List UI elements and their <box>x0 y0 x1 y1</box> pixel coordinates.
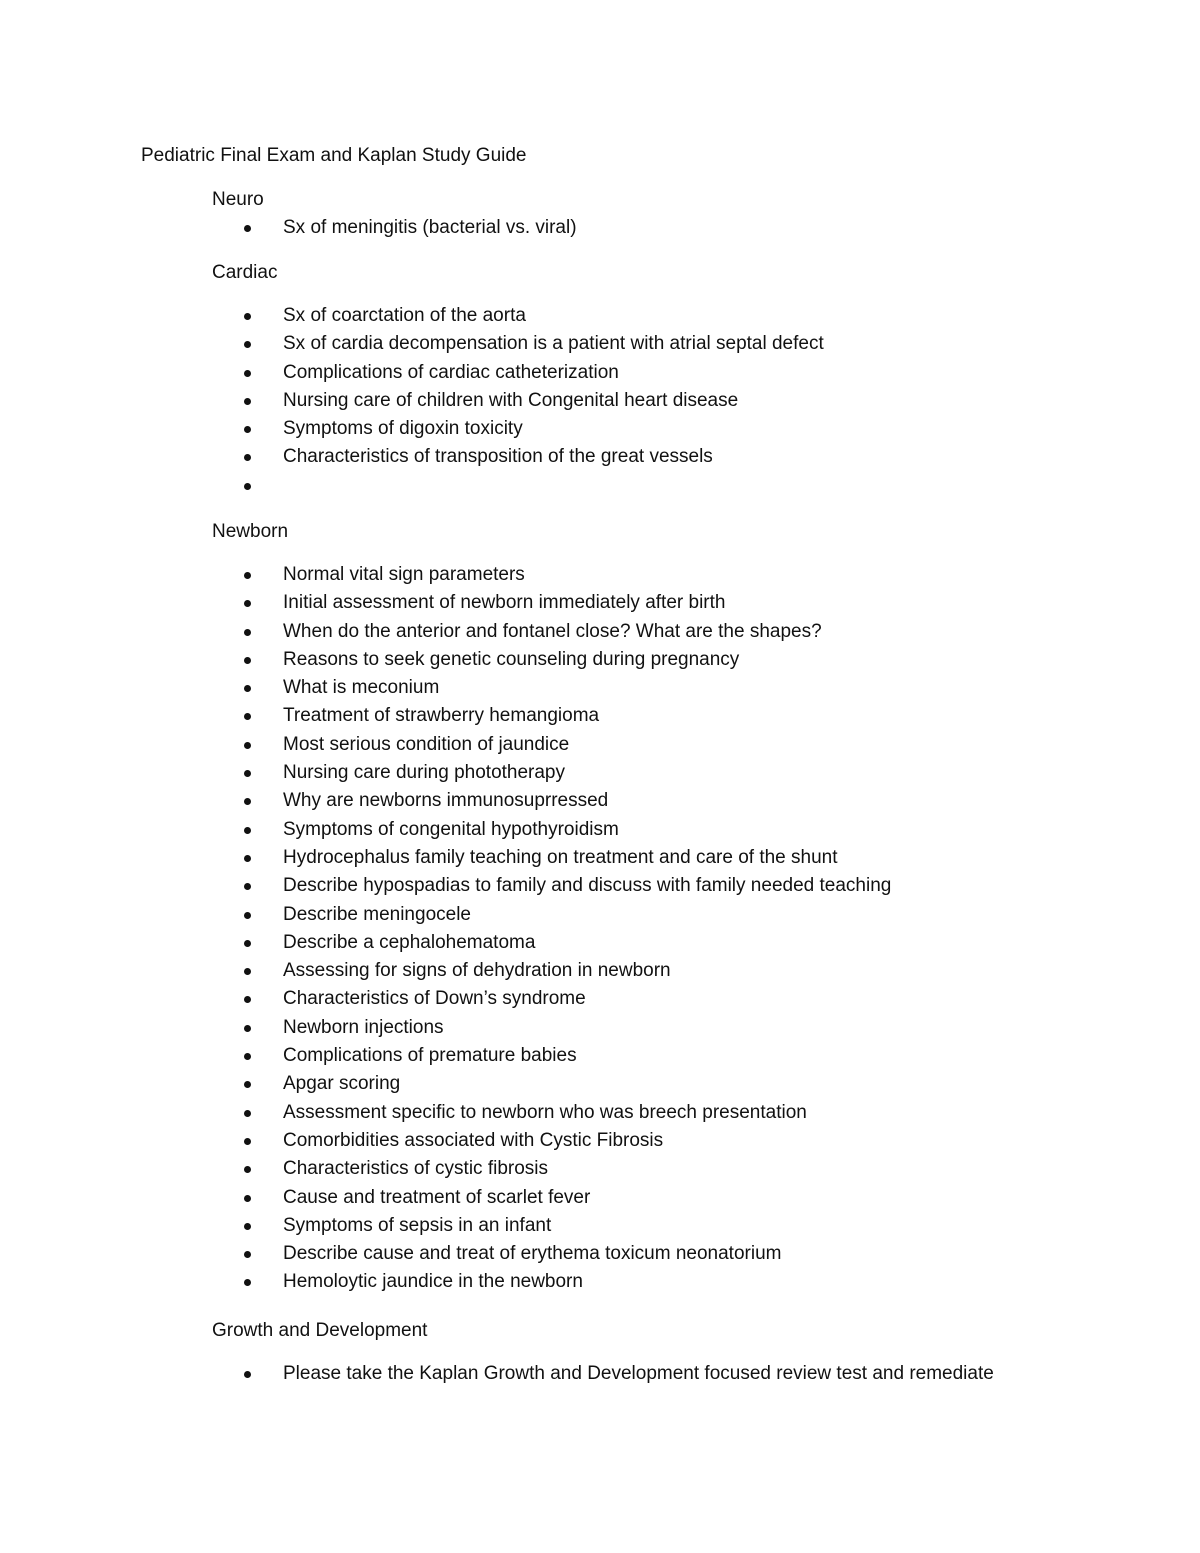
list-item: Cause and treatment of scarlet fever <box>240 1184 891 1212</box>
section-heading-neuro: Neuro <box>212 189 264 210</box>
list-item: Sx of meningitis (bacterial vs. viral) <box>240 214 577 242</box>
list-item: Assessment specific to newborn who was breech presentation <box>240 1099 891 1127</box>
list-item: When do the anterior and fontanel close? What are the shapes? <box>240 618 891 646</box>
list-item: Symptoms of congenital hypothyroidism <box>240 816 891 844</box>
list-item: Describe meningocele <box>240 901 891 929</box>
list-item: Reasons to seek genetic counseling during pregnancy <box>240 646 891 674</box>
list-item: Describe cause and treat of erythema toxicum neonatorium <box>240 1240 891 1268</box>
list-item: Why are newborns immunosuprressed <box>240 787 891 815</box>
list-item: Normal vital sign parameters <box>240 561 891 589</box>
list-item: Treatment of strawberry hemangioma <box>240 702 891 730</box>
section-heading-newborn: Newborn <box>212 521 289 542</box>
section-heading-cardiac: Cardiac <box>212 262 278 283</box>
bullet-list-growth <box>240 1360 994 1388</box>
list-item: Describe a cephalohematoma <box>240 929 891 957</box>
list-item: Hemoloytic jaundice in the newborn <box>240 1268 891 1296</box>
list-item: Complications of cardiac catheterization <box>240 359 824 387</box>
list-item: Comorbidities associated with Cystic Fibrosis <box>240 1127 891 1155</box>
list-item: Initial assessment of newborn immediately after birth <box>240 589 891 617</box>
document-title: Pediatric Final Exam and Kaplan Study Guide <box>141 145 527 166</box>
list-item: Hydrocephalus family teaching on treatment and care of the shunt <box>240 844 891 872</box>
list-item: Describe hypospadias to family and discuss with family needed teaching <box>240 872 891 900</box>
list-item: Characteristics of Down’s syndrome <box>240 985 891 1013</box>
list-item: Characteristics of cystic fibrosis <box>240 1155 891 1183</box>
list-item: Please take the Kaplan Growth and Development focused review test and remediate <box>240 1360 994 1388</box>
list-item: Complications of premature babies <box>240 1042 891 1070</box>
bullet-list-cardiac <box>240 302 824 500</box>
list-item: Symptoms of sepsis in an infant <box>240 1212 891 1240</box>
list-item: Characteristics of transposition of the great vessels <box>240 443 824 471</box>
list-item <box>240 472 824 500</box>
bullet-list-neuro <box>240 214 577 242</box>
section-heading-growth: Growth and Development <box>212 1320 428 1341</box>
list-item: Nursing care of children with Congenital heart disease <box>240 387 824 415</box>
list-item: Apgar scoring <box>240 1070 891 1098</box>
list-item: Symptoms of digoxin toxicity <box>240 415 824 443</box>
list-item: Most serious condition of jaundice <box>240 731 891 759</box>
list-item: Assessing for signs of dehydration in newborn <box>240 957 891 985</box>
list-item: Sx of coarctation of the aorta <box>240 302 824 330</box>
list-item: Newborn injections <box>240 1014 891 1042</box>
list-item: Sx of cardia decompensation is a patient with atrial septal defect <box>240 330 824 358</box>
list-item: What is meconium <box>240 674 891 702</box>
bullet-list-newborn <box>240 561 891 1297</box>
list-item: Nursing care during phototherapy <box>240 759 891 787</box>
